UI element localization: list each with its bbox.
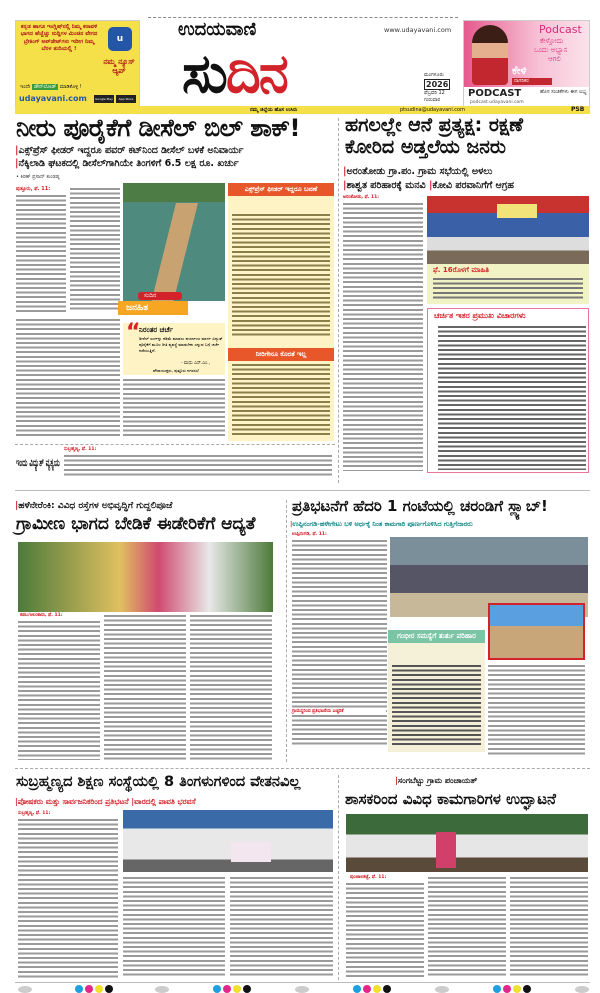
tagline-strip — [15, 106, 590, 114]
story1-sub2: ನೆಕ್ಕಿಲಾಡಿ ಘಟಕದಲ್ಲಿ ಡೀಸೆಲ್‌ಗಾಗಿಯೇ ತಿಂಗಳಿಗೆ 6.5 ಲಕ್ಷ ರೂ. ಖರ್ಚು — [18, 158, 239, 169]
page-code: PSB — [571, 106, 585, 113]
podcast-ad-badge-sub: ನಾಗರಿಕರ — [512, 78, 552, 85]
story6-body-col3 — [510, 876, 588, 978]
color-registration-dots — [75, 985, 113, 993]
discussed-topics-title: ಚರ್ಚಿತ ಇತರ ಪ್ರಮುಖ ವಿಚಾರಗಳು — [434, 311, 526, 320]
story2-headline-1: ಹಗಲಲ್ಲೇ ಆನೆ ಪ್ರತ್ಯಕ್ಷ: ರಕ್ಷಣೆ — [345, 114, 524, 136]
story5-body-col3 — [230, 876, 333, 978]
story3-dateline: ಕಡಬ/ಆಲಂಕಾರು, ಫೆ. 11: — [20, 613, 63, 618]
download-button[interactable]: ಡೌನ್‌ಲೋಡ್ — [33, 84, 57, 90]
discussed-topics-box — [427, 308, 589, 473]
email[interactable]: ptsudina@udayavani.com — [400, 107, 465, 113]
no-shortage-box-text — [232, 363, 330, 437]
story4-headline: ಪ್ರತಿಭಟನೆಗೆ ಹೆದರಿ 1 ಗಂಟೆಯಲ್ಲಿ ಚರಂಡಿಗೆ ಸ್ಲ್ಯಾಬ್! — [292, 497, 548, 515]
story6-body-col2 — [428, 876, 506, 978]
story2-dateline: ಅರಂತೋಡು, ಫೆ. 11: — [343, 195, 380, 200]
story4-dateline: ಉಪ್ಪಿನಂಗಡಿ, ಫೆ. 11: — [292, 532, 327, 537]
express-feeder-box-text — [232, 213, 330, 337]
masthead-title: ಸುದಿನ — [182, 42, 287, 105]
podcast-ad-line2: ಒಂದು ಅಭ್ಯಾಸ — [534, 46, 568, 54]
story1-body-col2 — [70, 187, 120, 312]
download-prefix: ಇಂದೇ — [20, 84, 31, 90]
story2-headline-2: ಕೋರಿದ ಅಡ್ತಲೆಯ ಜನರು — [345, 136, 506, 158]
express-feeder-box — [228, 183, 334, 441]
janahita-badge-top: ಸುದಿನ — [138, 292, 182, 300]
quote-icon: “ — [126, 320, 141, 345]
story4-photo-drain — [488, 603, 585, 660]
story4-body-col3 — [488, 664, 585, 756]
story2-sub1: ಅರಂತೋಡು ಗ್ರಾ.ಪಂ. ಗ್ರಾಮ ಸಭೆಯಲ್ಲಿ ಅಳಲು — [346, 166, 493, 177]
color-registration-dots — [213, 985, 251, 993]
story5-dateline: ಸುಬ್ರಹ್ಮಣ್ಯ, ಫೆ. 11: — [18, 811, 51, 816]
story4-subhead: ಗ್ರಾಮಸ್ಥರಿಂದ ಪ್ರತಿಭಟನೆಯ ಎಚ್ಚರಿಕೆ — [292, 709, 386, 715]
podcast-ad-badge: ಕೇಳಿ — [512, 64, 527, 77]
quote-role: ಪೌರಾಯುಕ್ತರು, ಪುತ್ತೂರು ನಗರಸಭೆ — [153, 368, 199, 373]
story2-sub2b: ಕೋವಿ ಪರವಾನಿಗೆಗೆ ಆಗ್ರಹ — [432, 180, 514, 191]
story5-body-col1 — [18, 818, 118, 978]
power-cut-text — [64, 454, 332, 478]
google-play-badge[interactable]: Google Play — [95, 97, 113, 101]
podcast-ad-title: Podcast — [539, 23, 582, 36]
power-cut-dateline: ಸುಬ್ರಹ್ಮಣ್ಯ, ಫೆ. 11: — [64, 447, 97, 452]
story2-caption-title: ಫೆ. 16ರೊಳಗೆ ಮಾಹಿತಿ — [433, 266, 490, 274]
story2-caption-box — [427, 264, 589, 304]
quote-text: ಡೀಸೆಲ್ ಖರ್ಚನ್ನು ಕಡಿಮೆ ಮಾಡಲು ಪರ್ಯಾಯ ಮಾರ್ಗ ವಿದ್ಯುತ್ ಪೂರೈಕೆಗೆ ಮೂಲ ರೀತಿ ವ್ಯವಸ್ಥೆ ಮಾಡಬೇಕು ಎನ್ನುವ ಬಗ್ಗೆ ಚರ್ಚೆ ನಡೆಯುತ್ತಿದೆ. — [139, 336, 223, 353]
story1-photo-bridge — [123, 183, 225, 301]
news-app-ad[interactable] — [15, 20, 140, 107]
podcast-logo: PODCAST — [468, 88, 522, 99]
registration-mark — [435, 986, 449, 993]
story2-body-col1 — [343, 202, 423, 471]
story6-headline: ಶಾಸಕರಿಂದ ವಿವಿಧ ಕಾಮಗಾರಿಗಳ ಉದ್ಘಾಟನೆ — [345, 790, 556, 808]
story6-kicker: ಸಂಗಬೆಟ್ಟು ಗ್ರಾಮ ಪಂಚಾಯತ್ — [397, 776, 478, 785]
story6-dateline: ಪುಂಜಾಲಕಟ್ಟೆ, ಫೆ. 11: — [350, 875, 387, 880]
story1-byline: • ಕಿರಣ್ ಪ್ರಸಾದ್ ಕುಂಡಡ್ಕ — [16, 174, 60, 180]
urgent-solution-title: ಗಂಭೀರ ಸಮಸ್ಯೆಗೆ ತುರ್ತು ಪರಿಹಾರ — [388, 630, 485, 643]
power-cut-label: ಇಂದು ವಿದ್ಯುತ್ ವ್ಯತ್ಯಯ — [16, 456, 60, 469]
quote-author: - ಮಧು ಎಸ್.ಎಂ., — [181, 361, 211, 366]
story2-photo-meeting — [427, 196, 589, 264]
story3-kicker: ಹಳೆನೇರೆಂಕಿ: ವಿವಿಧ ರಸ್ತೆಗಳ ಅಭಿವೃದ್ಧಿಗೆ ಗುದ್ದಲಿಪೂಜೆ — [18, 501, 173, 511]
story1-body-col1 — [16, 194, 66, 314]
urgent-solution-text — [392, 664, 481, 748]
story2-caption-text — [433, 277, 583, 301]
day: ಗುರುವಾರ — [424, 97, 441, 103]
edition: ಮಂಗಳೂರು — [424, 72, 444, 78]
story1-sub1: ಎಕ್ಸ್‌ಪ್ರೆಸ್ ಫೀಡರ್ ಇದ್ದರೂ ಪವರ್ ಕಟ್‌ನಿಂದ ಡೀಸೆಲ್ ಬಳಕೆ ಅನಿವಾರ್ಯ — [18, 145, 244, 156]
podcast-side-text: ಹೊಸ ಸಂಚಿಕೆಗಳು ಈಗ ಲಭ್ಯ — [540, 89, 587, 95]
story5-sub-a: ಪೋಷಕರು ಮತ್ತು ಸಾರ್ವಜನಿಕರಿಂದ ಪ್ರತಿಭಟನೆ — [17, 797, 129, 806]
no-shortage-box-title: ನೀರಿಗೇನೂ ಕೊರತೆ ಇಲ್ಲ — [228, 348, 334, 361]
registration-mark — [18, 986, 32, 993]
story3-body-col3 — [190, 614, 272, 760]
podcast-ad-line3: ಆಗಲಿ — [548, 55, 561, 63]
registration-mark — [575, 986, 589, 993]
story1-headline: ನೀರು ಪೂರೈಕೆಗೆ ಡೀಸೆಲ್ ಬಿಲ್ ಶಾಕ್! — [16, 114, 300, 142]
story1-dateline: ಪುತ್ತೂರು, ಫೆ. 11: — [16, 186, 51, 192]
app-store-badge[interactable]: App Store — [116, 95, 136, 103]
story6-body-col1 — [346, 882, 424, 978]
registration-mark — [295, 986, 309, 993]
masthead-brand-small: ಉದಯವಾಣಿ — [178, 19, 257, 40]
udayavani-logo: udayavani.com — [19, 94, 87, 103]
story3-body-col1 — [18, 620, 100, 760]
story2-sub2a: ಶಾಶ್ವತ ಪರಿಹಾರಕ್ಕೆ ಮನವಿ — [346, 180, 426, 191]
news-app-ad-text: ಕನ್ನಡ ಹಾಗೂ ಇಂಗ್ಲಿಷ್‌ನಲ್ಲಿ ನಿಮ್ಮ ಕರಾವಳಿ ಭಾಗದ ಹೆಚ್ಚೆಚ್ಚು ಸುದ್ದಿಗಳ ಮಿಂಚಿನ ವೇಗದ ಬ್ರೇಕಿಂಗ್ ಅಪ್‌ಡೇಟ್‌ಗಳು ಇದೀಗ ನಿಮ್ಮ ಬೆರಳ ತುದಿಯಲ್ಲಿ ! — [20, 24, 98, 52]
color-registration-dots — [353, 985, 391, 993]
podcast-ad-line1: ಕೇಳ್ತೋದು — [540, 37, 564, 45]
host-photo — [472, 25, 508, 85]
story1-body-col3 — [123, 378, 225, 438]
year: 2026 — [426, 80, 449, 89]
discussed-topics-list — [438, 325, 586, 470]
podcast-ad[interactable] — [463, 20, 590, 107]
urgent-solution-box — [388, 630, 485, 752]
story5-photo-protest — [123, 810, 333, 872]
registration-mark — [155, 986, 169, 993]
story3-body-col2 — [104, 614, 186, 760]
quote-title: ನಿರಂತರ ಚರ್ಚೆ — [139, 326, 174, 334]
color-registration-dots — [493, 985, 531, 993]
story3-photo-ceremony — [18, 542, 273, 612]
app-label: ನಮ್ಮ ನ್ಯೂಸ್ ಆ್ಯಪ್ — [103, 57, 135, 75]
story4-body-col1 — [292, 539, 387, 747]
quote-box — [123, 320, 225, 375]
app-icon: u — [108, 27, 132, 51]
story4-sub: ಉಪ್ಪಿನಂಗಡಿ-ಹಳೇಗೇಟು ಬಳಿ ಅರ್ಧಕ್ಕೆ ನಿಂತ ಕಾಮಗಾರಿ ಪೂರ್ಣಗೊಳಿಸಿದ ಗುತ್ತಿಗೆದಾರರು — [292, 520, 473, 528]
express-feeder-box-title: ಎಕ್ಸ್‌ಪ್ರೆಸ್ ಫೀಡರ್ ಇದ್ದರೂ ಬವಣೆ — [228, 183, 334, 196]
website[interactable]: www.udayavani.com — [384, 26, 452, 34]
janahita-badge — [118, 292, 198, 320]
tagline: ನಮ್ಮ ಜಿಲ್ಲೆಯ ಹೊಸ ಉಸಿರು — [250, 107, 298, 113]
story5-body-col2 — [123, 876, 225, 978]
date: ಫೆಬ್ರವರಿ 12 — [424, 90, 445, 96]
download-suffix: ಮಾಡಿಕೊಳ್ಳಿ ! — [59, 84, 82, 90]
janahita-badge-label: ಜನಹಿತ — [118, 301, 188, 315]
story5-headline: ಸುಬ್ರಹ್ಮಣ್ಯದ ಶಿಕ್ಷಣ ಸಂಸ್ಥೆಯಲ್ಲಿ 8 ತಿಂಗಳುಗಳಿಂದ ವೇತನವಿಲ್ಲ — [16, 774, 301, 790]
story3-headline: ಗ್ರಾಮೀಣ ಭಾಗದ ಬೇಡಿಕೆ ಈಡೇರಿಕೆಗೆ ಆದ್ಯತೆ — [16, 514, 256, 534]
story5-sub-b: ವಾರದಲ್ಲಿ ಪಾವತಿ ಭರವಸೆ — [134, 797, 196, 806]
story1-body-col1-lower — [16, 318, 120, 438]
podcast-url[interactable]: podcast.udayavani.com — [470, 100, 524, 105]
story6-photo-inauguration — [346, 814, 588, 872]
